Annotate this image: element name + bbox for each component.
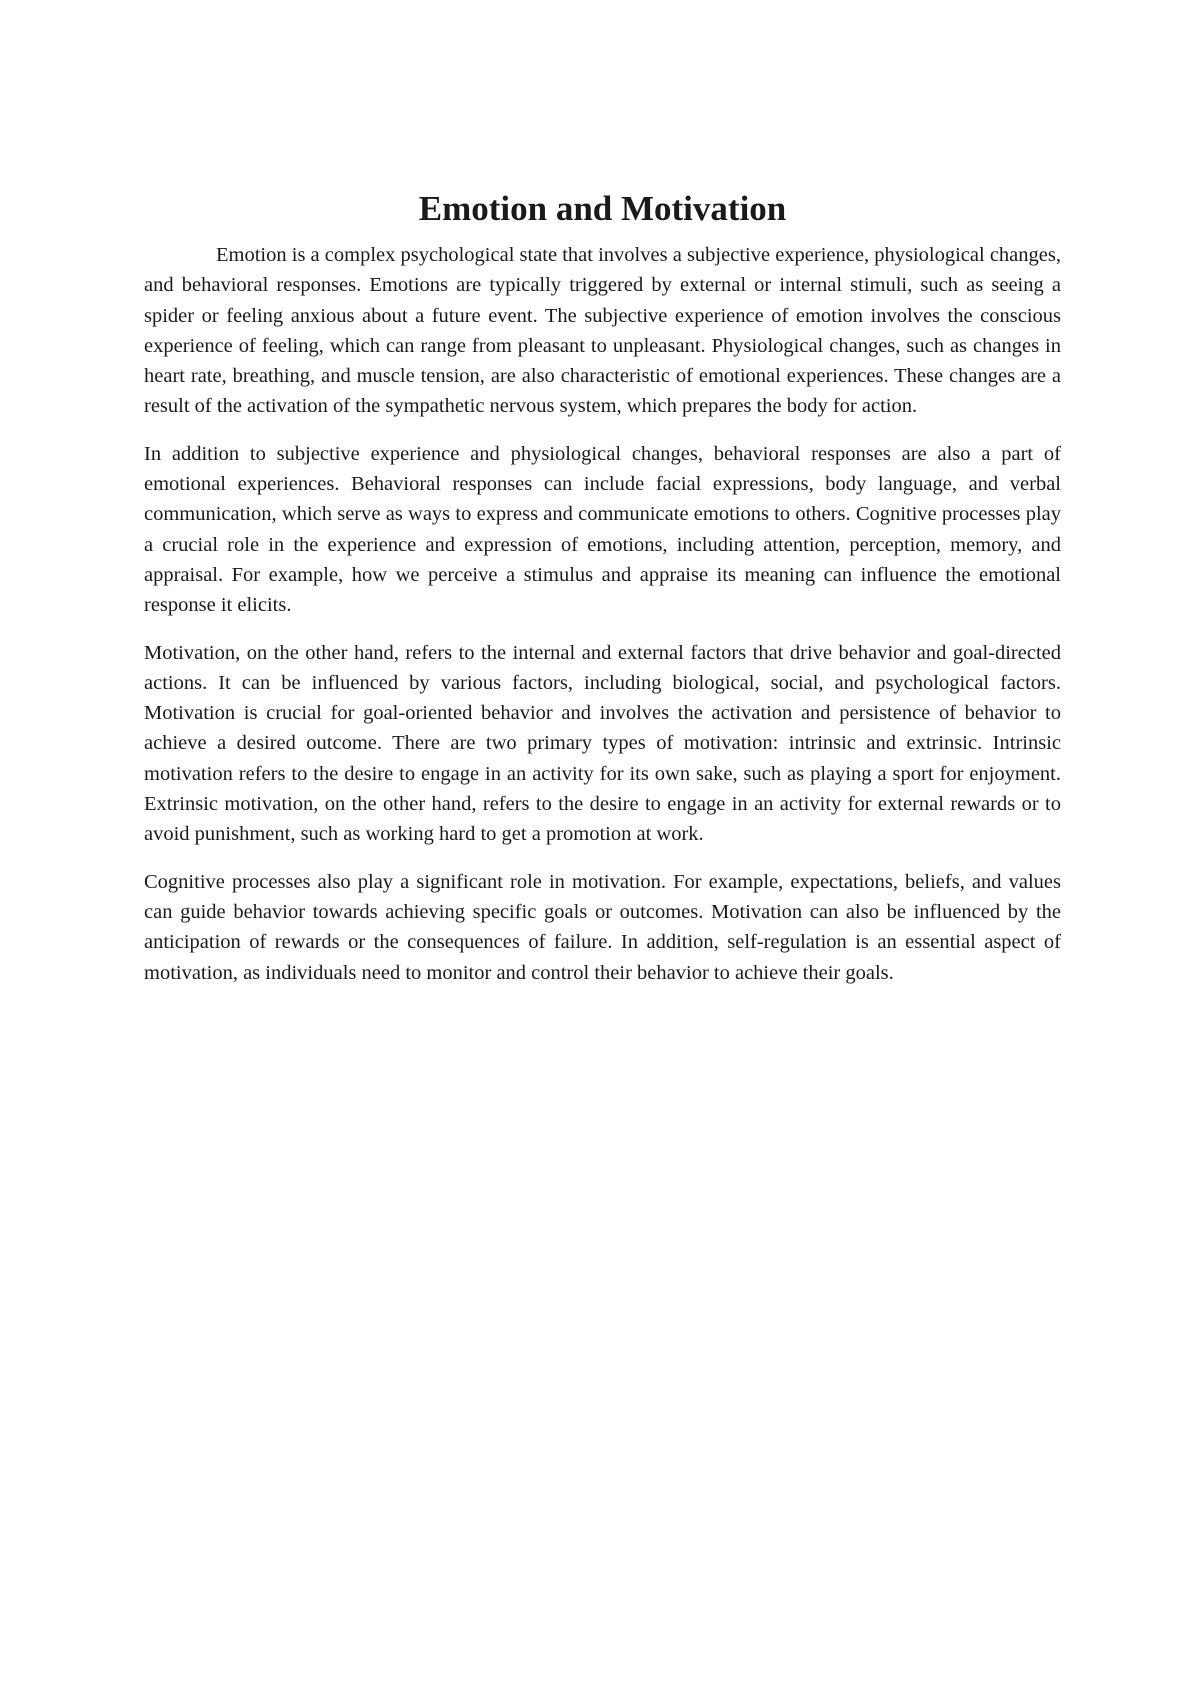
paragraph-emotion-definition: Emotion is a complex psychological state that involves a subjective experience, physiological changes, and behavioral responses. Emotions are typically triggered by external or internal stimuli, such as seeing a spider or feeling anxious about a future event. The subjective experience of emotion involves the conscious experience of feeling, which can range from pleasant to unpleasant. Physiological changes, such as changes in heart rate, breathing, and muscle tension, are also characteristic of emotional experiences. These changes are a result of the activation of the sympathetic nervous system, which prepares the body for action. xyxy=(144,244,1061,418)
paragraph-motivation-definition: Motivation, on the other hand, refers to the internal and external factors that drive behavior and goal-directed actions. It can be influenced by various factors, including biological, social, and psychological factors. Motivation is crucial for goal-oriented behavior and involves the activation and persistence of behavior to achieve a desired outcome. There are two primary types of motivation: intrinsic and extrinsic. Intrinsic motivation refers to the desire to engage in an activity for its own sake, such as playing a sport for enjoyment. Extrinsic motivation, on the other hand, refers to the desire to engage in an activity for external rewards or to avoid punishment, such as working hard to get a promotion at work. xyxy=(144,641,1061,846)
document-body xyxy=(144,186,1061,1005)
paragraph-cognitive-processes: Cognitive processes also play a significant role in motivation. For example, expectations, beliefs, and values can guide behavior towards achieving specific goals or outcomes. Motivation can also be influenced by the anticipation of rewards or the consequences of failure. In addition, self-regulation is an essential aspect of motivation, as individuals need to monitor and control their behavior to achieve their goals. xyxy=(144,870,1061,984)
paragraph-behavioral-responses: In addition to subjective experience and physiological changes, behavioral responses are also a part of emotional experiences. Behavioral responses can include facial expressions, body language, and verbal communication, which serve as ways to express and communicate emotions to others. Cognitive processes play a crucial role in the experience and expression of emotions, including attention, perception, memory, and appraisal. For example, how we perceive a stimulus and appraise its meaning can influence the emotional response it elicits. xyxy=(144,442,1061,617)
document-title: Emotion and Motivation xyxy=(418,189,787,228)
